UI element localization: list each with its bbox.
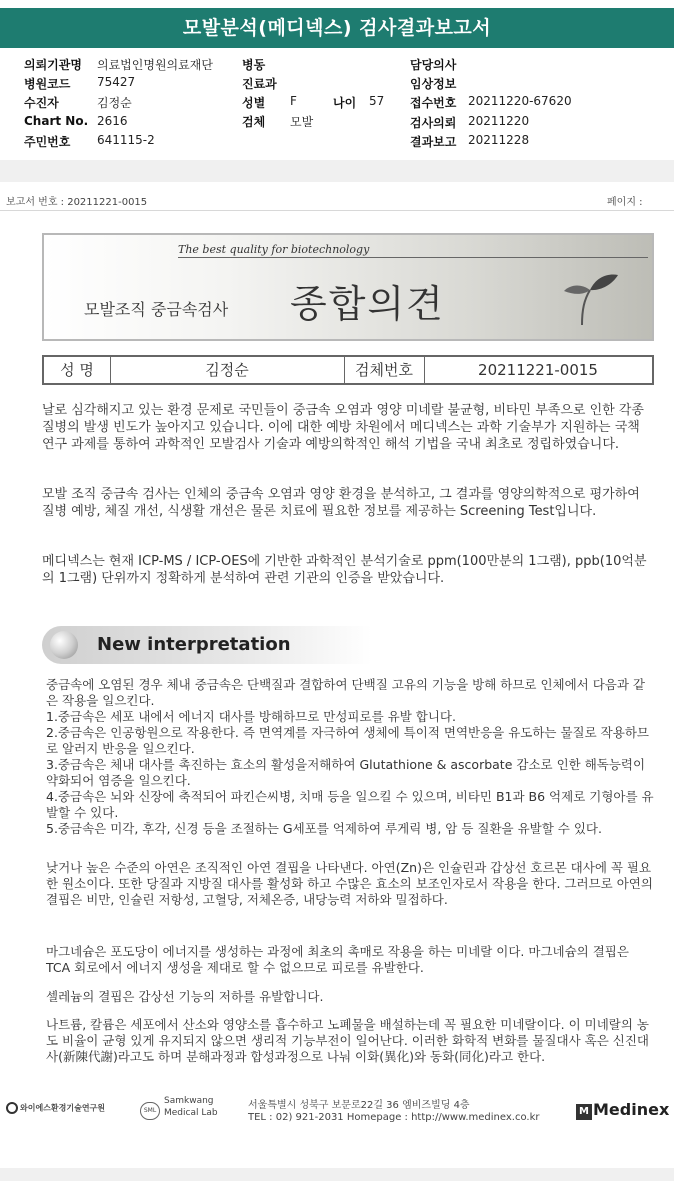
footer bbox=[0, 1090, 674, 1130]
interpretation-item: 5.중금속은 미각, 후각, 신경 등을 조절하는 G세포를 억제하여 루게릭 병, 암 등 질환을 유발할 수 있다. bbox=[46, 821, 602, 836]
intro-paragraph: 메디넥스는 현재 ICP-MS / ICP-OES에 기반한 과학적인 분석기술로 ppm(100만분의 1그램), ppb(10억분의 1그램) 단위까지 정확하게 분석하여 관련 기관의 인증을 받았습니다. bbox=[42, 554, 647, 586]
label-patient: 수진자 bbox=[24, 96, 59, 110]
patient-info-block bbox=[0, 54, 674, 154]
label-specimen: 검체 bbox=[242, 115, 266, 129]
value-chart-no: 2616 bbox=[97, 114, 128, 128]
label-resident-no: 주민번호 bbox=[24, 135, 71, 149]
section-title: New interpretation bbox=[97, 634, 291, 655]
name-value: 김정순 bbox=[205, 361, 249, 379]
interpretation-text: 중금속에 오염된 경우 체내 중금속은 단백질과 결합하여 단백질 고유의 기능을 방해 하므로 인체에서 다음과 같은 작용을 일으킨다. bbox=[46, 677, 646, 708]
banner-tagline: The best quality for biotechnology bbox=[178, 243, 370, 256]
specimen-value: 20211221-0015 bbox=[478, 361, 598, 379]
org2-name-line1: Samkwang bbox=[164, 1096, 214, 1106]
org1-logo-icon bbox=[6, 1102, 18, 1114]
label-doctor: 담당의사 bbox=[410, 58, 457, 72]
label-receipt-no: 접수번호 bbox=[410, 96, 457, 110]
section-header bbox=[42, 626, 372, 664]
org1-name: 와이에스환경기술연구원 bbox=[20, 1103, 106, 1113]
footer-address: 서울특별시 성북구 보문로22길 36 엠비즈빌딩 4층 bbox=[248, 1100, 470, 1111]
report-number: 보고서 번호 : 20211221-0015 bbox=[6, 197, 148, 208]
banner-subtitle: 모발조직 중금속검사 bbox=[84, 300, 229, 319]
interpretation-item: 3.중금속은 체내 대사를 촉진하는 효소의 활성을저해하여 Glutathione & ascorbate 감소로 인한 해독능력이 약화되어 염증을 일으킨다. bbox=[46, 757, 646, 788]
org1-logo bbox=[6, 1102, 105, 1114]
medinex-logo bbox=[576, 1100, 669, 1120]
finding-magnesium: 마그네슘은 포도당이 에너지를 생성하는 과정에 최초의 촉매로 작용을 하는 미네랄 이다. 마그네슘의 결핍은 TCA 회로에서 에너지 생성을 제대로 할 수 없으므로 피로를 유발한다. bbox=[46, 944, 629, 975]
page-indicator: 페이지 : bbox=[607, 197, 643, 208]
label-result-report: 결과보고 bbox=[410, 135, 457, 149]
name-label: 성 명 bbox=[60, 361, 94, 379]
bottom-band bbox=[0, 1168, 674, 1181]
label-requesting-org: 의뢰기관명 bbox=[24, 58, 82, 72]
interpretation-item: 2.중금속은 인공항원으로 작용한다. 즉 면역계를 자극하여 생체에 특이적 면역반응을 유도하는 물질로 작용하므로 알러지 반응을 일으킨다. bbox=[46, 725, 649, 756]
sprout-icon bbox=[552, 265, 622, 325]
label-clinical-info: 임상정보 bbox=[410, 77, 457, 91]
value-specimen: 모발 bbox=[290, 115, 314, 129]
meta-divider bbox=[0, 210, 674, 211]
specimen-label: 검체번호 bbox=[355, 361, 413, 379]
footer-contact: TEL : 02) 921-2031 Homepage : http://www.medinex.co.kr bbox=[248, 1112, 540, 1123]
value-test-request: 20211220 bbox=[468, 114, 530, 128]
banner-rule bbox=[178, 257, 648, 258]
medinex-logo-icon: M bbox=[576, 1104, 592, 1120]
interpretation-item: 1.중금속은 세포 내에서 에너지 대사를 방해하므로 만성피로를 유발 합니다. bbox=[46, 709, 456, 724]
label-age: 나이 bbox=[333, 96, 357, 110]
label-hospital-code: 병원코드 bbox=[24, 77, 71, 91]
banner-title: 종합의견 bbox=[290, 282, 445, 326]
label-chart-no: Chart No. bbox=[24, 114, 89, 128]
summary-banner bbox=[42, 233, 654, 341]
sml-logo-icon: SML bbox=[140, 1102, 160, 1120]
value-age: 57 bbox=[369, 94, 385, 108]
report-header bbox=[0, 0, 674, 50]
value-sex: F bbox=[290, 94, 297, 108]
divider-band bbox=[0, 160, 674, 182]
label-ward: 병동 bbox=[242, 58, 266, 72]
finding-zinc: 낮거나 높은 수준의 아연은 조직적인 아연 결핍을 나타낸다. 아연(Zn)은 인슐린과 갑상선 호르몬 대사에 꼭 필요한 원소이다. 또한 당질과 지방질 대사를 활성화 하고 수많은 효소의 보조인자로서 작용을 한다. 그러므로 아연의 결핍은 비만, 인슐린 저항성, 고혈당, 저체온증, 내당능력 저하와 밀접하다. bbox=[46, 860, 653, 907]
finding-sodium-potassium: 나트륨, 칼륨은 세포에서 산소와 영양소를 흡수하고 노폐물을 배설하는데 꼭 필요한 미네랄이다. 이 미네랄의 농도 비율이 균형 있게 유지되지 않으면 생리적 기능부전이 일어난다. 이러한 화학적 변화를 물질대사 혹은 신진대사(新陳代謝)라고도 하며 분해과정과 합성과정으로 나눠 이화(異化)와 동화(同化)라고 한다. bbox=[46, 1017, 649, 1064]
intro-paragraph: 날로 심각해지고 있는 환경 문제로 국민들이 중금속 오염과 영양 미네랄 불균형, 비타민 부족으로 인한 각종 질병의 발생 빈도가 높아지고 있습니다. 이에 대한 예방 차원에서 메디넥스는 과학 기술부가 지원하는 국책 연구 과제를 통하여 과학적인 모발검사 기술과 예방의학적인 해석 기법을 국내 최초로 정립하였습니다. bbox=[42, 403, 644, 452]
value-hospital-code: 75427 bbox=[97, 75, 136, 89]
sphere-icon bbox=[50, 631, 78, 659]
value-resident-no: 641115-2 bbox=[97, 133, 155, 147]
value-patient: 김정순 bbox=[97, 96, 132, 110]
medinex-brand: Medinex bbox=[593, 1100, 670, 1119]
label-test-request: 검사의뢰 bbox=[410, 116, 457, 130]
value-result-report: 20211228 bbox=[468, 133, 530, 147]
report-title: 모발분석(메디넥스) 검사결과보고서 bbox=[0, 8, 674, 48]
value-receipt-no: 20211220-67620 bbox=[468, 94, 572, 108]
value-requesting-org: 의료법인명원의료재단 bbox=[97, 58, 213, 72]
label-sex: 성별 bbox=[242, 96, 266, 110]
name-table bbox=[42, 355, 654, 385]
org2-name-line2: Medical Lab bbox=[164, 1108, 218, 1118]
interpretation-item: 4.중금속은 뇌와 신장에 축적되어 파킨슨씨병, 치매 등을 일으킬 수 있으며, 비타민 B1과 B6 억제로 기형아를 유발할 수 있다. bbox=[46, 789, 654, 820]
finding-selenium: 셀레늄의 결핍은 갑상선 기능의 저하를 유발합니다. bbox=[46, 989, 324, 1004]
intro-paragraph: 모발 조직 중금속 검사는 인체의 중금속 오염과 영양 환경을 분석하고, 그 결과를 영양의학적으로 평가하여 질병 예방, 체질 개선, 식생활 개선은 물론 치료에 필요한 정보를 제공하는 Screening Test입니다. bbox=[42, 487, 640, 519]
label-department: 진료과 bbox=[242, 77, 277, 91]
